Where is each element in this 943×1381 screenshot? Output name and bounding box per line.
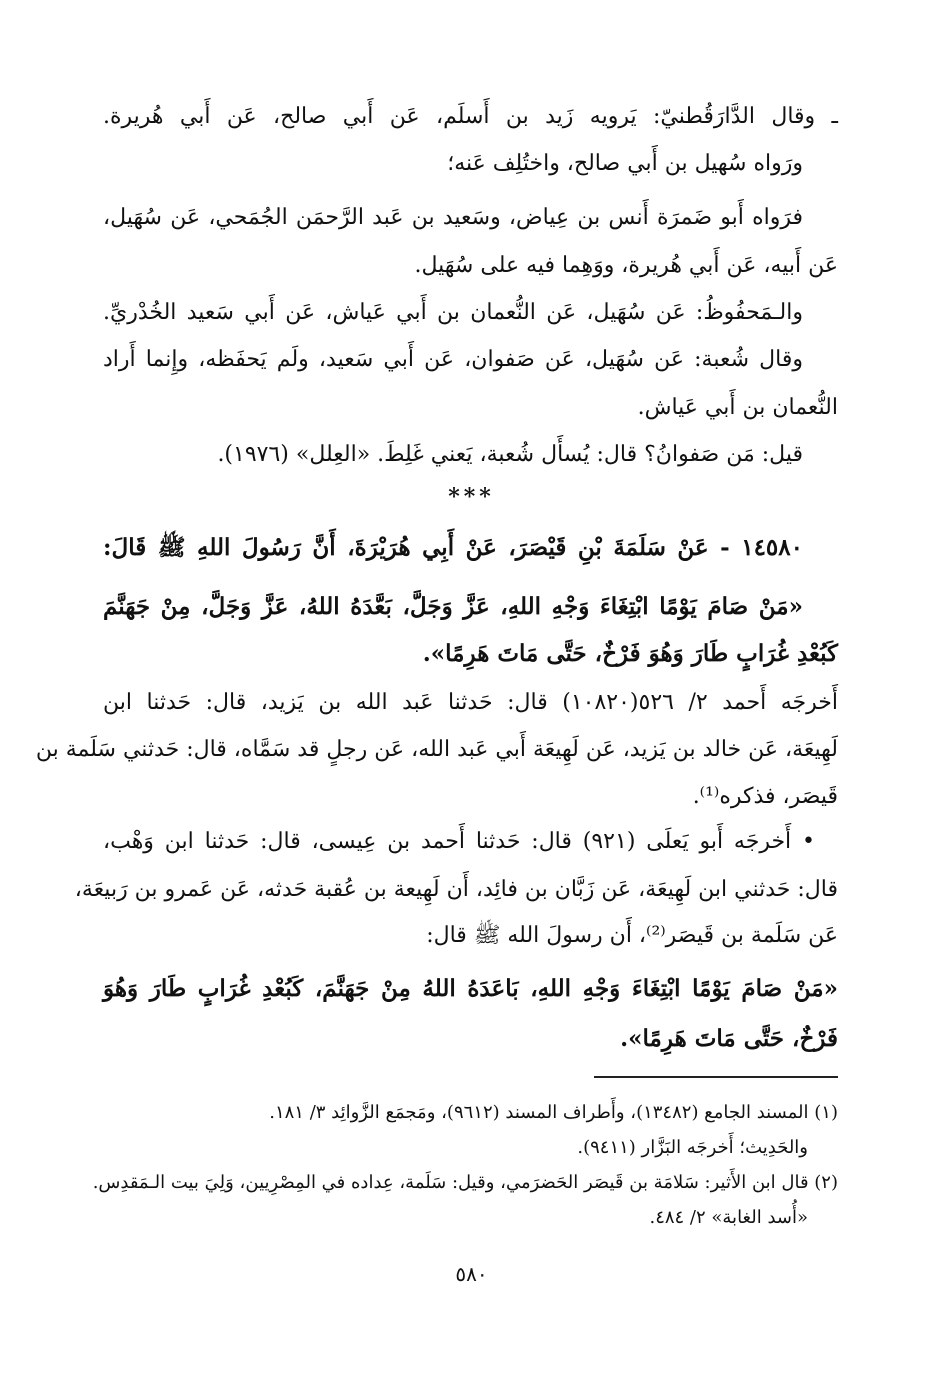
text-line-1: ـ وقال الدَّارَقُطنيّ: يَرويه زَيد بن أَسلَم، عَن أَبي صالح، عَن أَبي هُريرة.: [103, 104, 838, 129]
takhrij-line-6: عَن سَلَمة بن قَيصَر⁽²⁾، أَن رسولَ الله ﷺ قال:: [426, 923, 838, 948]
footnote-1-continued: والحَدِيث؛ أَخرجَه البَزَّار (٩٤١١).: [577, 1137, 808, 1158]
footnote-2-continued: «أُسد الغابة» ٢/ ٤٨٤.: [649, 1207, 808, 1228]
hadith-text-line-4: فَرْخٌ، حَتَّى مَاتَ هَرِمًا».: [620, 1025, 838, 1052]
text-line-4: عَن أَبيه، عَن أَبي هُريرة، ووَهِما فيه على سُهَيل.: [414, 253, 838, 278]
text-line-7: النُّعمان بن أَبي عَياش.: [637, 395, 838, 420]
hadith-text-line-3: «مَنْ صَامَ يَوْمًا ابْتِغَاءَ وَجْهِ اللهِ، بَاعَدَهُ اللهُ مِنْ جَهَنَّمَ، كَبُعْدِ غُرَابٍ طَارَ وَهُوَ: [103, 975, 838, 1002]
section-separator-stars: ***: [448, 484, 495, 510]
takhrij-line-1: أَخرجَه أَحمد ٢/ ٥٢٦(١٠٨٢٠) قال: حَدثنا عَبد الله بن يَزيد، قال: حَدثنا ابن: [103, 690, 838, 715]
text-line-2: ورَواه سُهيل بن أَبي صالح، واختُلِف عَنه؛: [447, 151, 803, 176]
hadith-number-line: ١٤٥٨٠ - عَنْ سَلَمَةَ بْنِ قَيْصَرَ، عَنْ أَبِي هُرَيْرَةَ، أَنَّ رَسُولَ اللهِ ﷺ قَالَ:: [103, 534, 803, 561]
text-line-6: وقال شُعبة: عَن سُهَيل، عَن صَفوان، عَن أَبي سَعيد، ولَم يَحفَظه، وإِنما أَراد: [103, 347, 803, 372]
takhrij-line-3: قَيصَر، فذكره⁽¹⁾.: [692, 784, 838, 809]
hadith-text-line-1: «مَنْ صَامَ يَوْمًا ابْتِغَاءَ وَجْهِ اللهِ، عَزَّ وَجَلَّ، بَعَّدَهُ اللهُ، عَزَّ وَجَلَّ، مِنْ جَهَنَّمَ: [103, 593, 803, 620]
text-line-8: قيل: مَن صَفوانُ؟ قال: يُسأَل شُعبة، يَعني غَلِطَ. «العِلل» (١٩٧٦).: [217, 442, 803, 467]
footnote-separator: [594, 1076, 838, 1078]
footnote-2: (٢) قال ابن الأَثير: سَلامَة بن قَيصَر الحَضرَمي، وقيل: سَلَمة، عِداده في المِصْرِيين، وَلِيَ بيت الـمَقدِس.: [92, 1172, 838, 1193]
takhrij-line-4: • أَخرجَه أَبو يَعلَى (٩٢١) قال: حَدثنا أَحمد بن عِيسى، قال: حَدثنا ابن وَهْب،: [103, 829, 816, 854]
text-line-5: والـمَحفُوظُ: عَن سُهَيل، عَن النُّعمان بن أَبي عَياش، عَن أَبي سَعيد الخُدْريِّ.: [103, 300, 803, 325]
hadith-text-line-2: كَبُعْدِ غُرَابٍ طَارَ وَهُوَ فَرْخٌ، حَتَّى مَاتَ هَرِمًا».: [422, 640, 838, 667]
takhrij-line-5: قال: حَدثني ابن لَهِيعَة، عَن زَبَّان بن فائِد، أَن لَهِيعة بن عُقبة حَدثه، عَن عَمرو بن رَبيعَة،: [74, 877, 838, 902]
footnote-1: (١) المسند الجامع (١٣٤٨٢)، وأَطراف المسند (٩٦١٢)، ومَجمَع الزَّوائِد ٣/ ١٨١.: [269, 1102, 838, 1123]
page-number: ٥٨٠: [455, 1262, 488, 1286]
text-line-3: فرَواه أَبو ضَمرَة أَنس بن عِياض، وسَعيد بن عَبد الرَّحمَن الجُمَحي، عَن سُهَيل،: [103, 205, 803, 230]
takhrij-line-2: لَهِيعَة، عَن خالد بن يَزيد، عَن لَهِيعَة أَبي عَبد الله، عَن رجلٍ قد سَمَّاه، قال: حَدثني سَلَمة بن: [35, 737, 838, 762]
